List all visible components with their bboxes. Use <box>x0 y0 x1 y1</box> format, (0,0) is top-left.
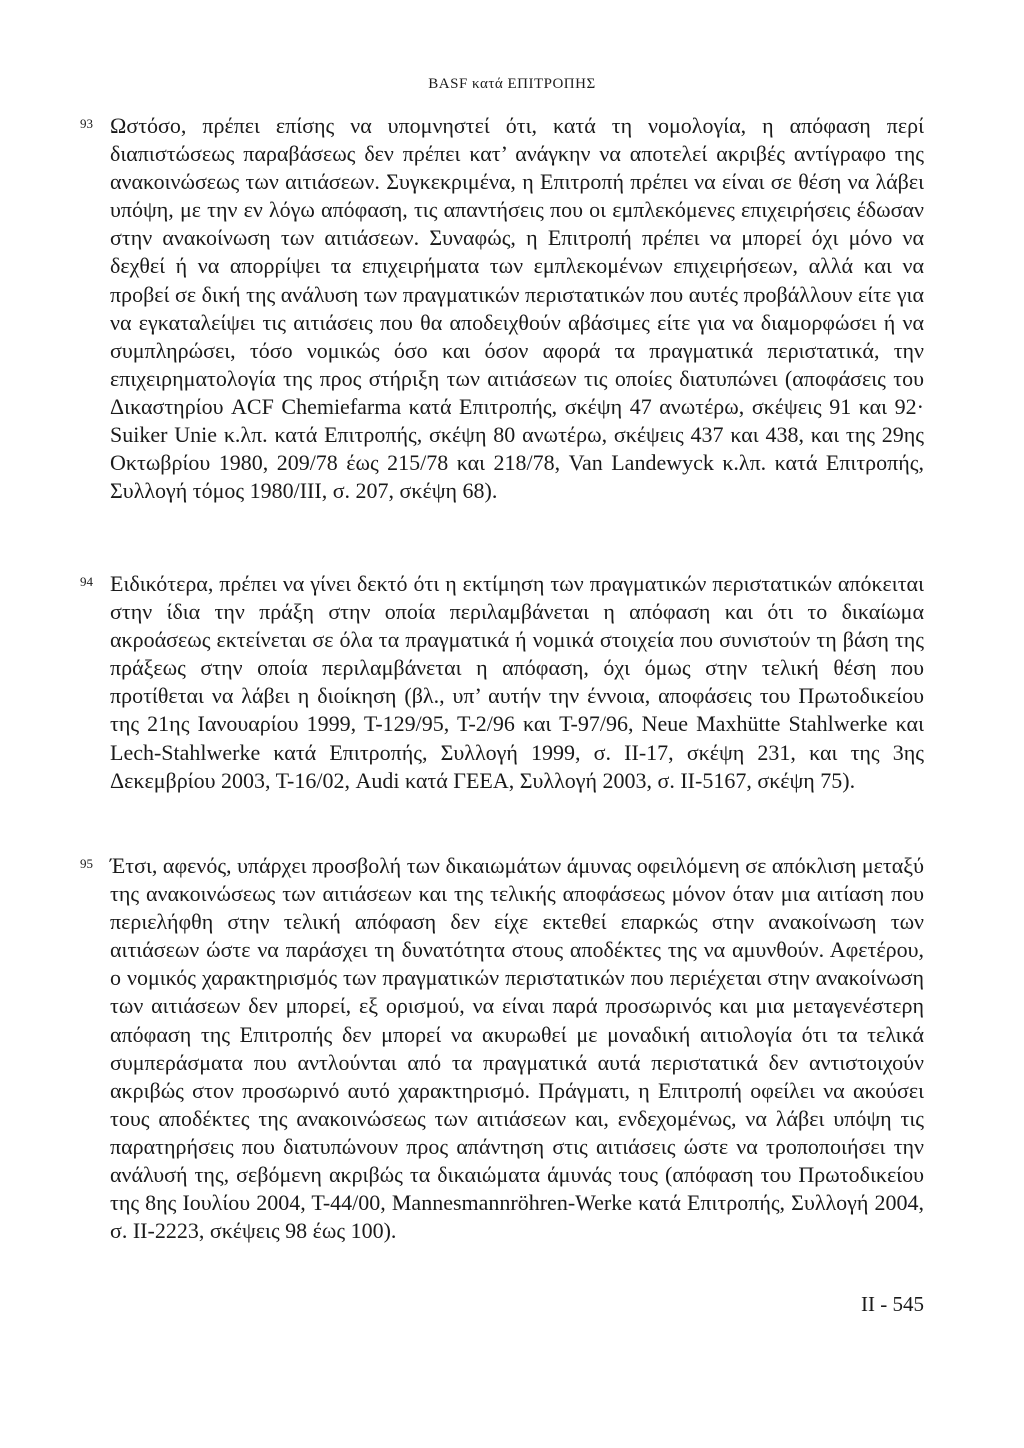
paragraph-number: 95 <box>80 856 93 871</box>
paragraph-text: Ωστόσο, πρέπει επίσης να υπομνηστεί ότι, κατά τη νομολογία, η απόφαση περί διαπιστώσεως παραβάσεως δεν πρέπει κατ’ ανάγκην να αποτελεί ακριβές αντίγραφο της ανακοινώσεως των αιτιάσεων. Συγκεκριμένα, η Επιτροπή πρέπει να είναι σε θέση να λάβει υπόψη, με την εν λόγω απόφαση, τις απαντήσεις που οι εμπλεκόμενες επιχειρήσεις έδωσαν στην ανακοίνωση των αιτιάσεων. Συναφώς, η Επιτροπή πρέπει να μπορεί όχι μόνο να δεχθεί ή να απορρίψει τα επιχειρήματα των εμπλεκομένων επιχειρήσεων, αλλά και να προβεί σε δική της ανάλυση των πραγματικών περιστατικών που αυτές προβάλλουν είτε για να εγκαταλείψει τις αιτιάσεις που θα αποδειχθούν αβάσιμες είτε για να διαμορφώσει ή να συμπληρώσει, τόσο νομικώς όσο και όσον αφορά τα πραγματικά περιστατικά, την επιχειρηματολογία της προς στήριξη των αιτιάσεων τις οποίες διατυπώνει (αποφάσεις του Δικαστηρίου ACF Chemiefarma κατά Επιτροπής, σκέψη 47 ανωτέρω, σκέψεις 91 και 92· Suiker Unie κ.λπ. κατά Επιτροπής, σκέψη 80 ανωτέρω, σκέψεις 437 και 438, και της 29ης Οκτωβρίου 1980, 209/78 έως 215/78 και 218/78, Van Landewyck κ.λπ. κατά Επιτροπής, Συλλογή τόμος 1980/III, σ. 207, σκέψη 68). <box>110 113 924 504</box>
running-header: BASF κατά ΕΠΙΤΡΟΠΗΣ <box>428 76 596 92</box>
page-number: II - 545 <box>861 1292 924 1316</box>
paragraph-text: Ειδικότερα, πρέπει να γίνει δεκτό ότι η εκτίμηση των πραγματικών περιστατικών απόκειται στην ίδια την πράξη στην οποία περιλαμβάνεται η απόφαση και ότι το δικαίωμα ακροάσεως εκτείνεται σε όλα τα πραγματικά ή νομικά στοιχεία που συνιστούν τη βάση της πράξεως στην οποία περιλαμβάνεται η απόφαση, όχι όμως στην τελική θέση που προτίθεται να λάβει η διοίκηση (βλ., υπ’ αυτήν την έννοια, αποφάσεις του Πρωτοδικείου της 21ης Ιανουαρίου 1999, Τ-129/95, Τ-2/96 και Τ-97/96, Neue Maxhütte Stahlwerke και Lech-Stahlwerke κατά Επιτροπής, Συλλογή 1999, σ. II-17, σκέψη 231, και της 3ης Δεκεμβρίου 2003, Τ-16/02, Audi κατά ΓΕΕΑ, Συλλογή 2003, σ. II-5167, σκέψη 75). <box>110 571 924 793</box>
paragraph-94 <box>80 570 924 795</box>
paragraph-95 <box>80 852 924 1245</box>
paragraph-number: 94 <box>80 574 93 589</box>
paragraph-93 <box>80 112 924 505</box>
paragraph-number: 93 <box>80 116 93 131</box>
paragraph-text: Έτσι, αφενός, υπάρχει προσβολή των δικαιωμάτων άμυνας οφειλόμενη σε απόκλιση μεταξύ της ανακοινώσεως των αιτιάσεων και της τελικής αποφάσεως μόνον όταν μια αιτίαση που περιελήφθη στην τελική απόφαση δεν είχε εκτεθεί επαρκώς στην ανακοίνωση των αιτιάσεων ώστε να παράσχει τη δυνατότητα στους αποδέκτες της να αμυνθούν. Αφετέρου, ο νομικός χαρακτηρισμός των πραγματικών περιστατικών που περιέχεται στην ανακοίνωση των αιτιάσεων δεν μπορεί, εξ ορισμού, να είναι παρά προσωρινός και μια μεταγενέστερη απόφαση της Επιτροπής δεν μπορεί να ακυρωθεί με μοναδική αιτιολογία ότι τα τελικά συμπεράσματα που αντλούνται από τα πραγματικά αυτά περιστατικά δεν αντιστοιχούν ακριβώς στον προσωρινό αυτό χαρακτηρισμό. Πράγματι, η Επιτροπή οφείλει να ακούσει τους αποδέκτες της ανακοινώσεως των αιτιάσεων και, ενδεχομένως, να λάβει υπόψη τις παρατηρήσεις που διατυπώνουν προς απάντηση στις αιτιάσεις ώστε να τροποποιήσει την ανάλυσή της, σεβόμενη ακριβώς τα δικαιώματα άμυνάς τους (απόφαση του Πρωτοδικείου της 8ης Ιουλίου 2004, Τ-44/00, Mannesmannröhren-Werke κατά Επιτροπής, Συλλογή 2004, σ. II-2223, σκέψεις 98 έως 100). <box>110 853 924 1244</box>
